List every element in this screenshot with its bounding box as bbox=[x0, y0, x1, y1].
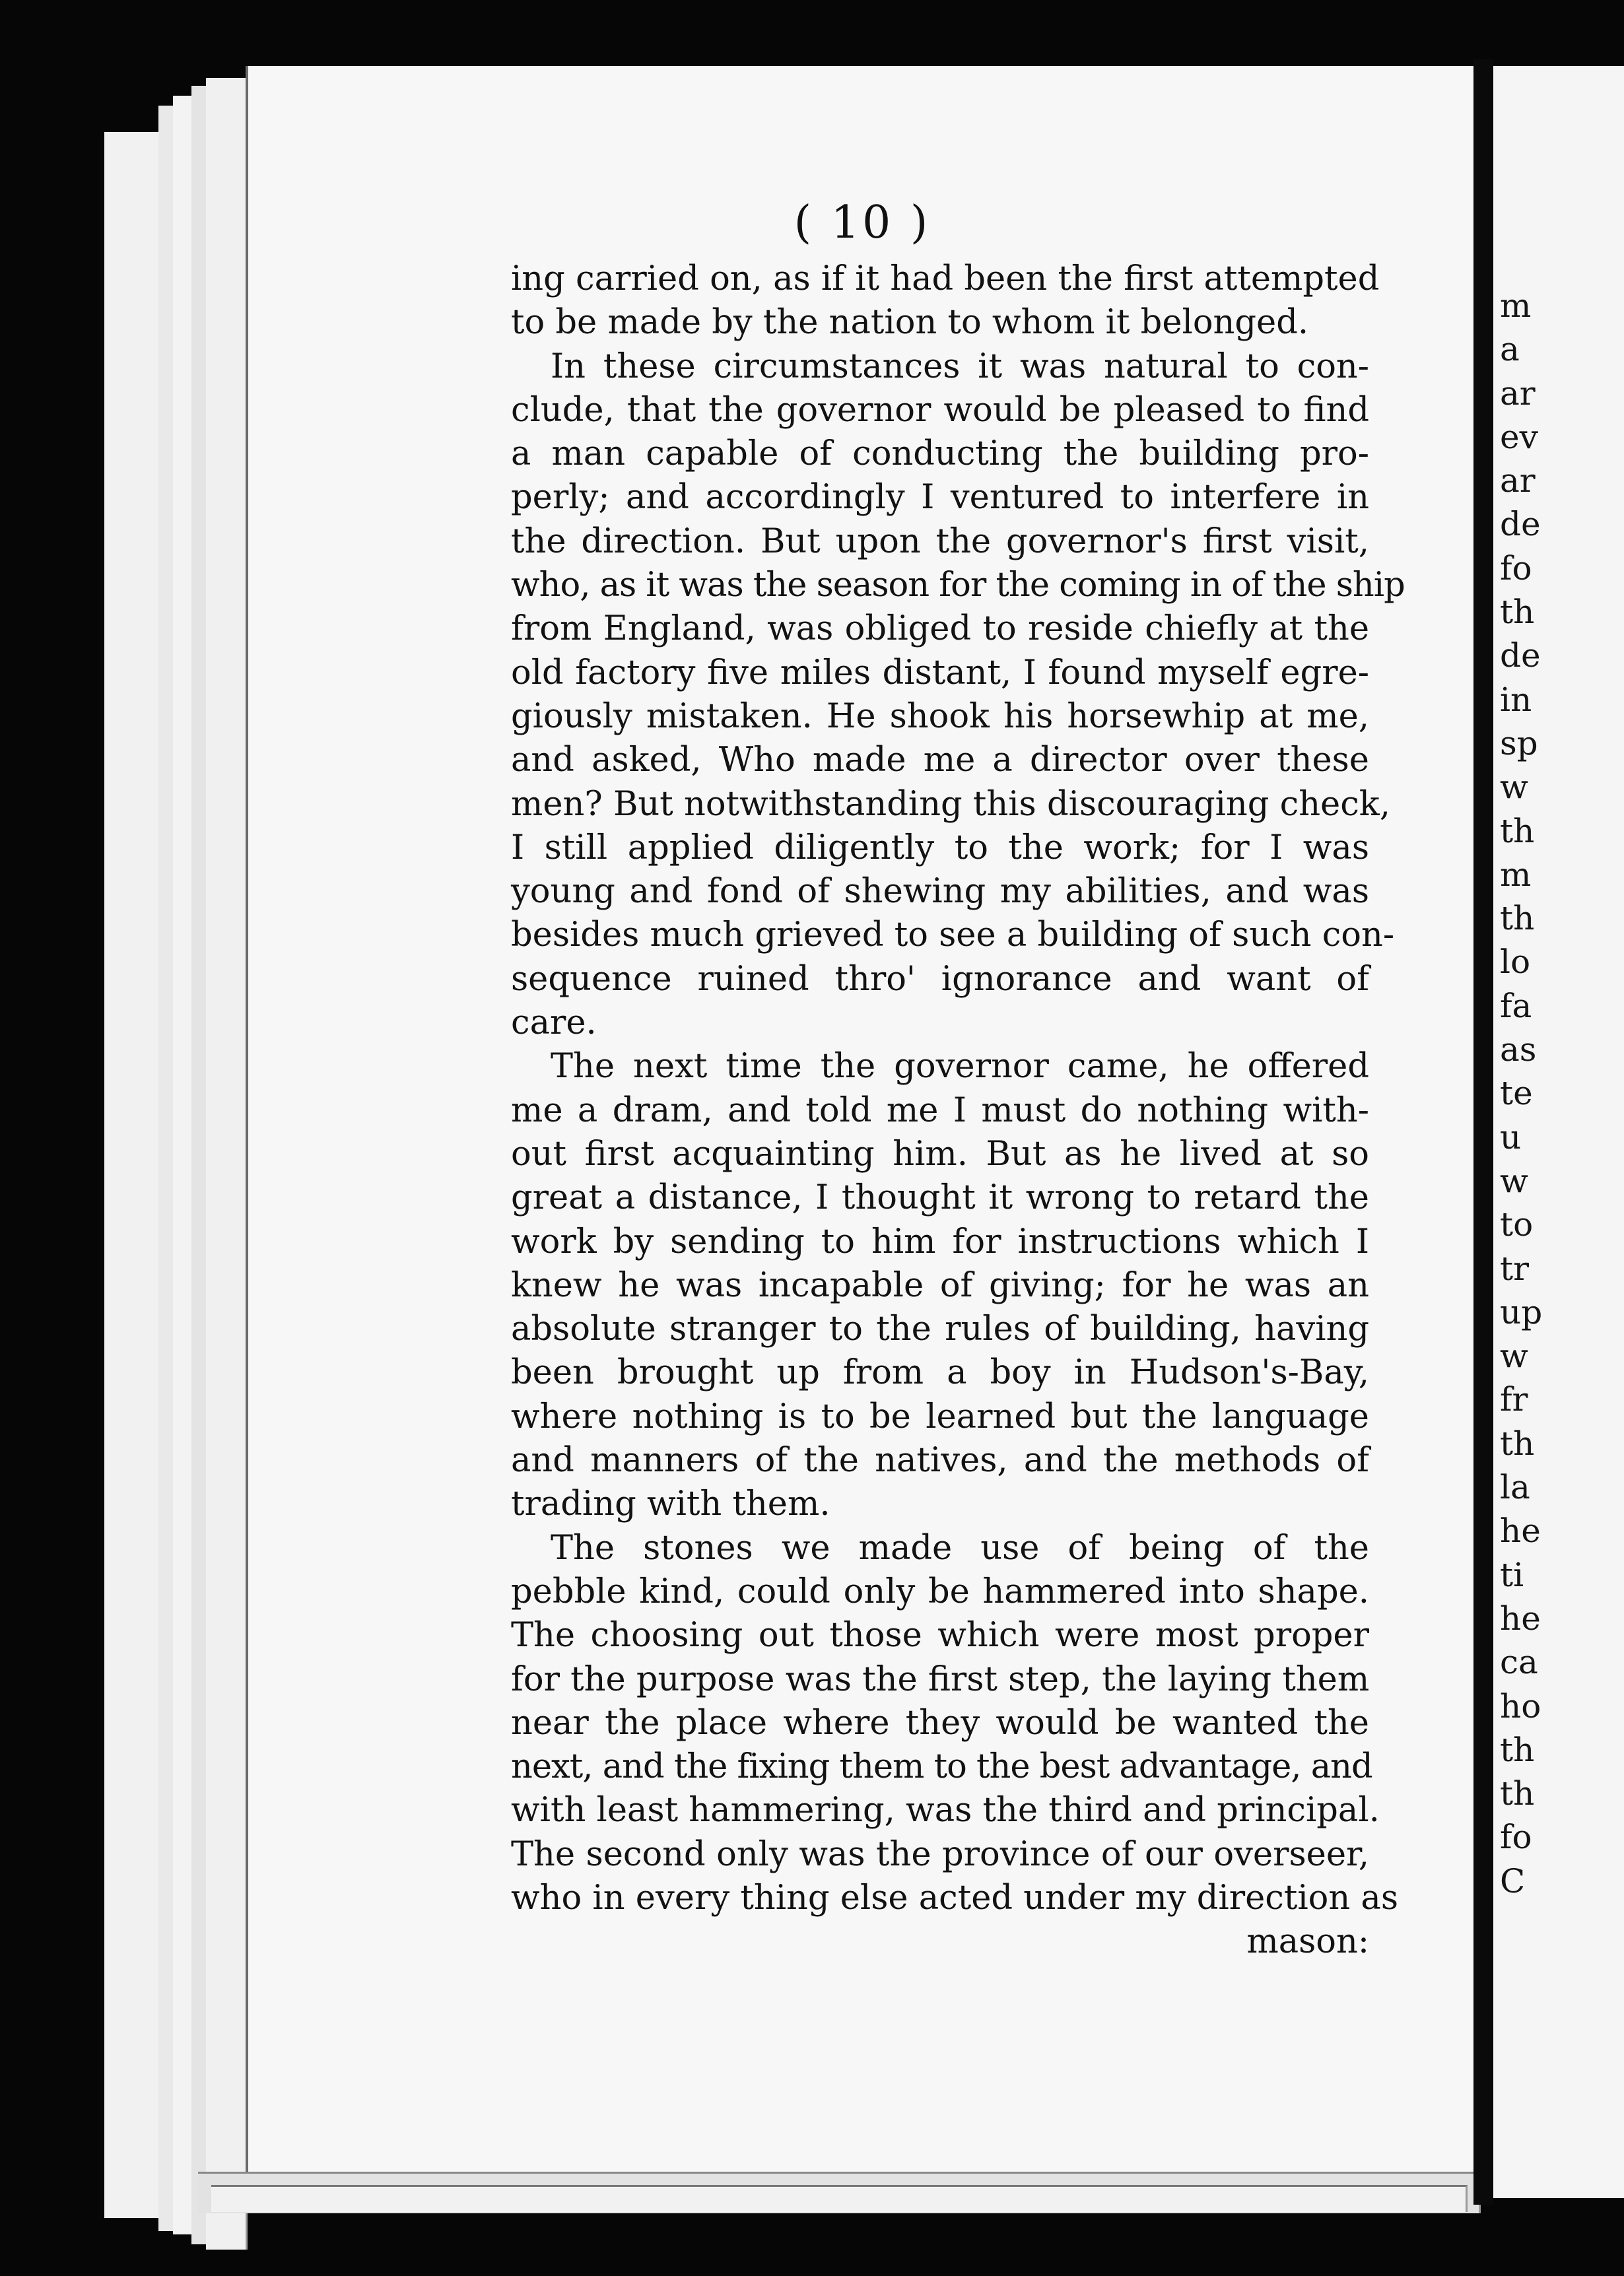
text-line: a man capable of conducting the building pro- bbox=[511, 434, 1369, 474]
facing-line: fo bbox=[1500, 1818, 1532, 1857]
text-line: me a dram, and told me I must do nothing with- bbox=[511, 1090, 1369, 1130]
facing-line: up bbox=[1500, 1292, 1543, 1331]
facing-line: ev bbox=[1500, 417, 1538, 456]
facing-line: lo bbox=[1500, 943, 1531, 982]
text-line: trading with them. bbox=[511, 1485, 830, 1524]
text-line: men? But notwithstanding this discouraging check, bbox=[511, 784, 1390, 824]
text-line: out first acquainting him. But as he lived at so bbox=[511, 1134, 1369, 1174]
text-line: besides much grieved to see a building of such con- bbox=[511, 916, 1395, 955]
page-edge bbox=[206, 78, 248, 2250]
text-line: The stones we made use of being of the bbox=[551, 1528, 1369, 1568]
text-line: ing carried on, as if it had been the first attempted bbox=[511, 259, 1380, 298]
facing-line: th bbox=[1500, 899, 1535, 938]
text-line: perly; and accordingly I ventured to interfere in bbox=[511, 478, 1369, 518]
text-line: and manners of the natives, and the methods of bbox=[511, 1441, 1369, 1481]
text-line: care. bbox=[511, 1003, 597, 1043]
text-line: near the place where they would be wanted the bbox=[511, 1703, 1369, 1743]
facing-line: m bbox=[1500, 855, 1532, 894]
facing-line: C bbox=[1500, 1861, 1526, 1900]
facing-line: fo bbox=[1500, 549, 1532, 587]
facing-line: th bbox=[1500, 811, 1535, 850]
text-line: The choosing out those which were most proper bbox=[511, 1616, 1369, 1656]
text-line: been brought up from a boy in Hudson's-Bay, bbox=[511, 1353, 1369, 1393]
text-line: who, as it was the season for the coming in of the ship bbox=[511, 566, 1405, 605]
facing-line: sp bbox=[1500, 723, 1538, 762]
facing-line: in bbox=[1500, 680, 1532, 719]
page-edge-bottom bbox=[211, 2185, 1468, 2212]
text-line: sequence ruined thro' ignorance and want of bbox=[511, 959, 1369, 999]
facing-line: w bbox=[1500, 1337, 1528, 1376]
text-line: great a distance, I thought it wrong to retard the bbox=[511, 1178, 1369, 1218]
text-line: old factory five miles distant, I found myself egre- bbox=[511, 653, 1369, 692]
text-line: knew he was incapable of giving; for he was an bbox=[511, 1265, 1369, 1305]
text-line: where nothing is to be learned but the language bbox=[511, 1397, 1369, 1436]
facing-line: fr bbox=[1500, 1380, 1528, 1419]
facing-line: th bbox=[1500, 593, 1535, 632]
facing-line: th bbox=[1500, 1730, 1535, 1769]
text-line: the direction. But upon the governor's first visit, bbox=[511, 521, 1369, 561]
book-gutter bbox=[1473, 59, 1493, 2205]
facing-page-text bbox=[1493, 284, 1542, 1903]
facing-line: w bbox=[1500, 768, 1528, 807]
facing-line: de bbox=[1500, 505, 1541, 544]
facing-line: ar bbox=[1500, 461, 1536, 500]
text-line: pebble kind, could only be hammered into shape. bbox=[511, 1572, 1369, 1611]
text-line: The next time the governor came, he offered bbox=[551, 1047, 1369, 1087]
facing-page bbox=[1493, 66, 1624, 2198]
text-line: absolute stranger to the rules of building, having bbox=[511, 1310, 1369, 1349]
facing-line: fa bbox=[1500, 986, 1532, 1025]
text-line: with least hammering, was the third and principal. bbox=[511, 1791, 1380, 1830]
text-line: and asked, Who made me a director over these bbox=[511, 741, 1369, 780]
page-number: ( 10 ) bbox=[794, 197, 931, 249]
text-line: I still applied diligently to the work; for I was bbox=[511, 828, 1369, 867]
facing-line: he bbox=[1500, 1512, 1541, 1551]
text-line: next, and the fixing them to the best advantage, and bbox=[511, 1747, 1372, 1787]
text-line: who in every thing else acted under my direction as bbox=[511, 1878, 1399, 1918]
text-line: for the purpose was the first step, the laying them bbox=[511, 1659, 1370, 1699]
facing-line: de bbox=[1500, 636, 1541, 675]
text-line: giously mistaken. He shook his horsewhip at me, bbox=[511, 696, 1369, 736]
catchword: mason: bbox=[1246, 1922, 1369, 1962]
facing-line: w bbox=[1500, 1161, 1528, 1200]
facing-line: ti bbox=[1500, 1555, 1524, 1594]
facing-line: he bbox=[1500, 1599, 1541, 1638]
facing-line: th bbox=[1500, 1774, 1535, 1813]
facing-line: ho bbox=[1500, 1687, 1541, 1725]
facing-line: to bbox=[1500, 1205, 1534, 1244]
facing-line: as bbox=[1500, 1030, 1537, 1069]
text-line: from England, was obliged to reside chiefly at the bbox=[511, 609, 1369, 649]
left-page bbox=[246, 66, 1476, 2172]
text-line: clude, that the governor would be pleased to find bbox=[511, 390, 1369, 430]
facing-line: u bbox=[1500, 1118, 1522, 1156]
facing-line: a bbox=[1500, 330, 1520, 369]
facing-line: th bbox=[1500, 1424, 1535, 1463]
facing-line: ca bbox=[1500, 1643, 1538, 1682]
facing-line: m bbox=[1500, 286, 1532, 325]
body-text bbox=[511, 257, 1405, 1964]
text-line: to be made by the nation to whom it belonged. bbox=[511, 303, 1309, 343]
text-line: In these circumstances it was natural to con- bbox=[551, 347, 1369, 386]
text-line: work by sending to him for instructions which I bbox=[511, 1222, 1369, 1261]
text-line: The second only was the province of our overseer, bbox=[511, 1834, 1369, 1874]
text-line: young and fond of shewing my abilities, and was bbox=[511, 872, 1369, 912]
facing-line: ar bbox=[1500, 374, 1536, 413]
facing-line: la bbox=[1500, 1468, 1530, 1507]
facing-line: tr bbox=[1500, 1249, 1529, 1288]
facing-line: te bbox=[1500, 1074, 1533, 1113]
